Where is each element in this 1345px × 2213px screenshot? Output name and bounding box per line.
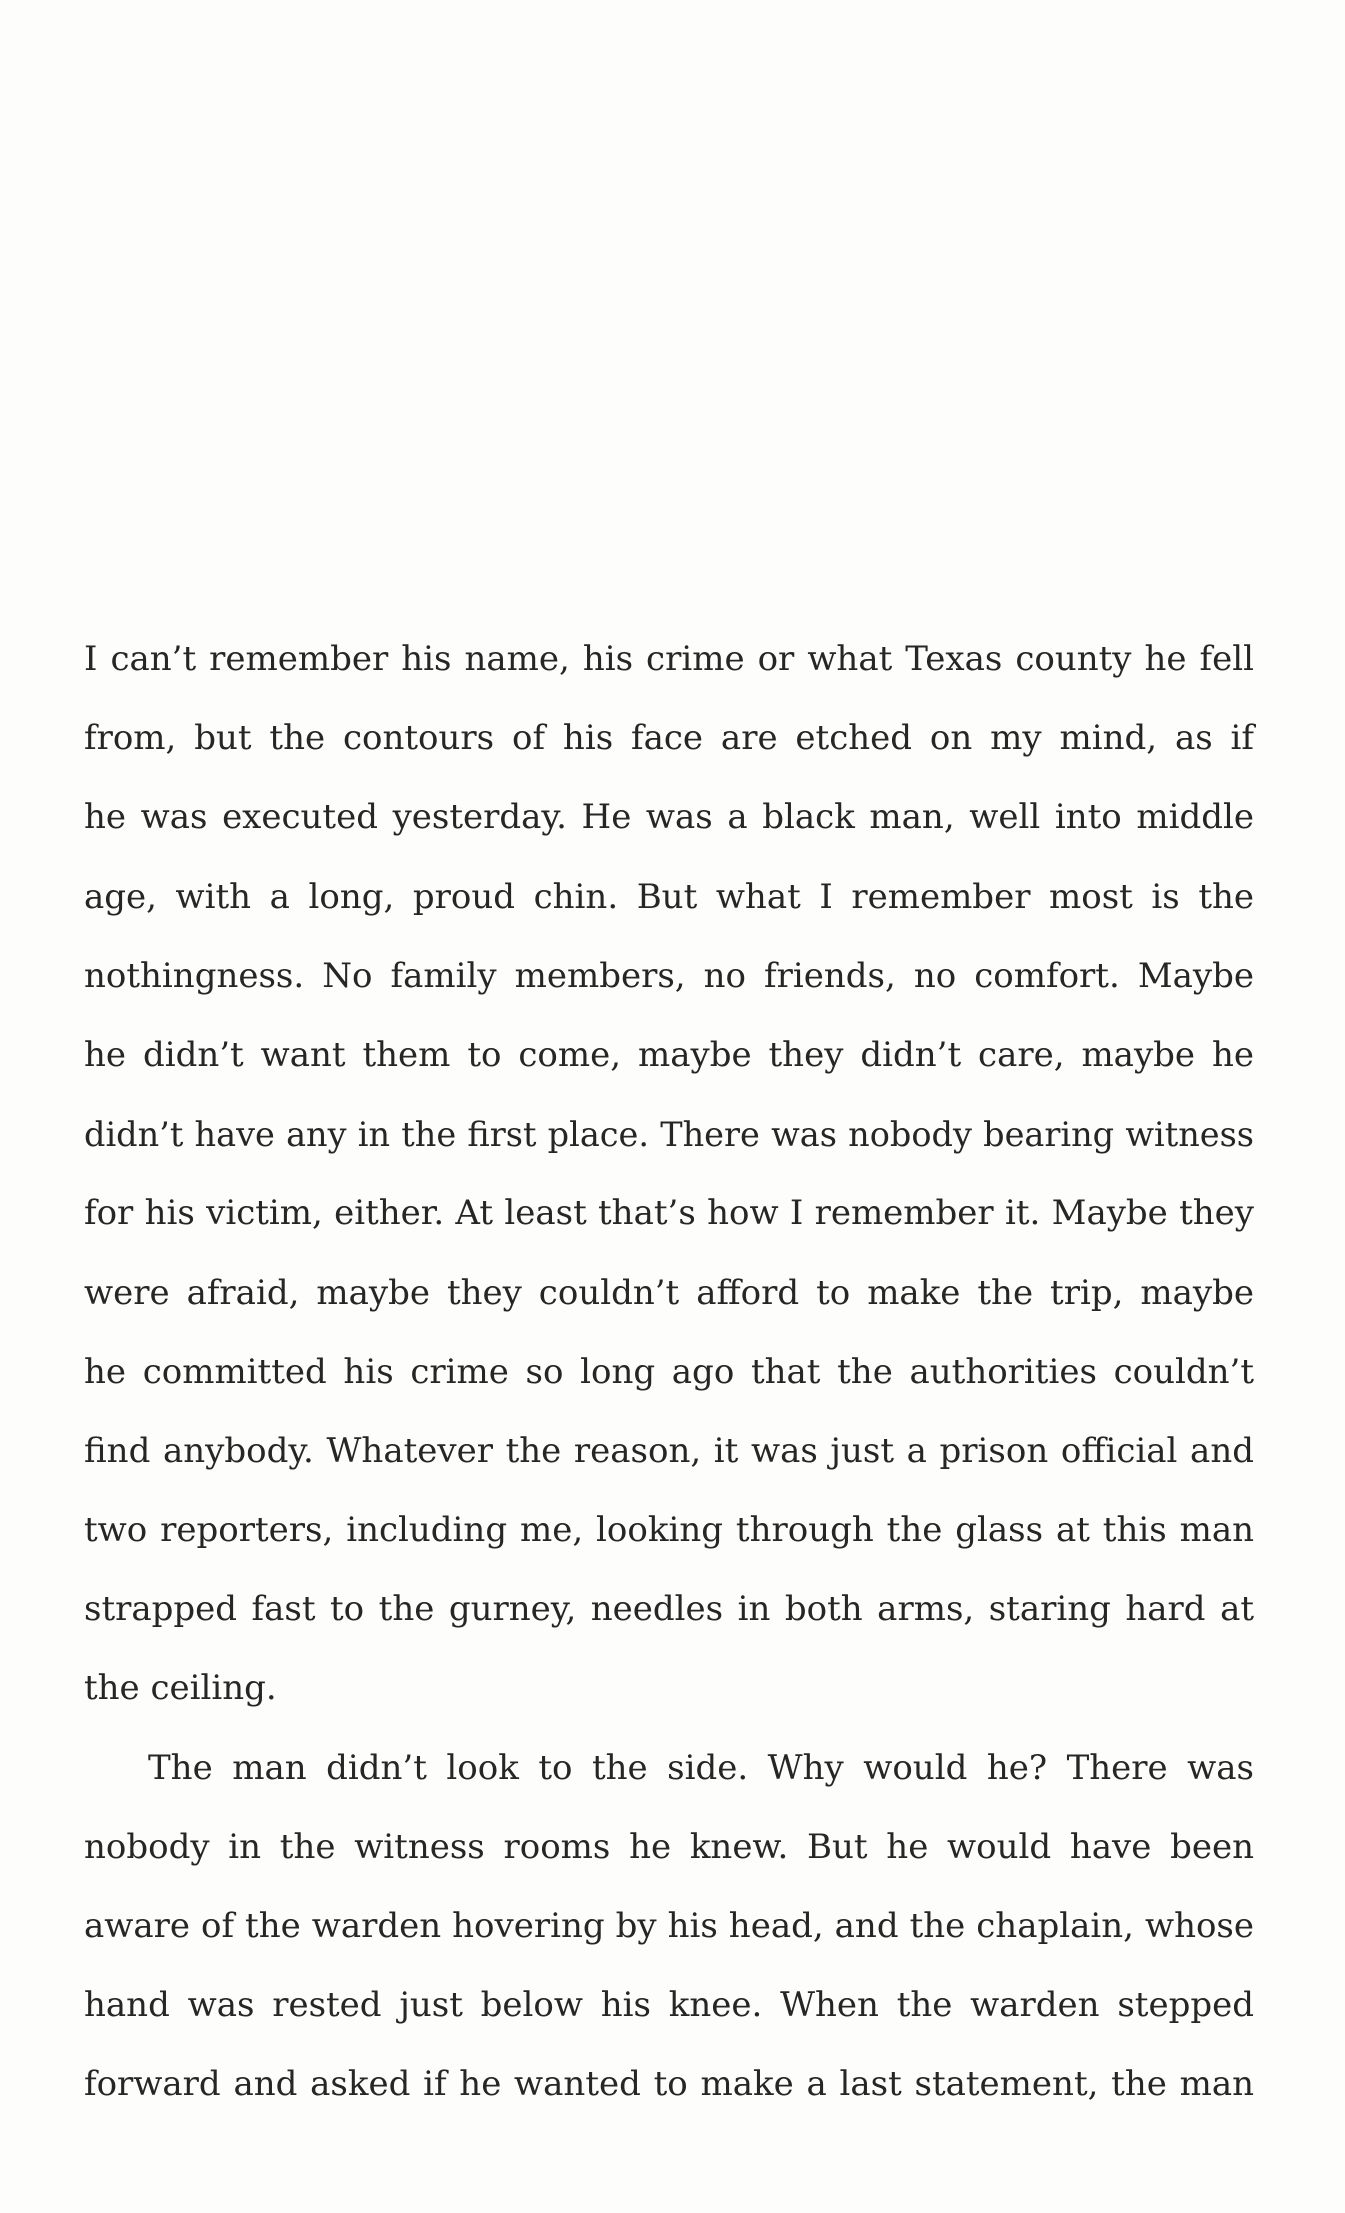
text-line: he was executed yesterday. He was a black man, well into middle <box>84 797 1254 838</box>
text-line: aware of the warden hovering by his head, and the chaplain, whose <box>84 1906 1254 1946</box>
text-line: two reporters, including me, looking through the glass at this man <box>84 1510 1254 1551</box>
text-line: for his victim, either. At least that’s how I remember it. Maybe they <box>84 1193 1254 1234</box>
text-line: find anybody. Whatever the reason, it was just a prison official and <box>84 1430 1254 1471</box>
text-line: he committed his crime so long ago that the authorities couldn’t <box>84 1351 1254 1392</box>
text-line: hand was rested just below his knee. When the warden stepped <box>84 1985 1254 2026</box>
text-line: I can’t remember his name, his crime or what Texas county he fell <box>84 639 1254 679</box>
text-line: the ceiling. <box>84 1668 277 1709</box>
text-line: he didn’t want them to come, maybe they didn’t care, maybe he <box>84 1034 1254 1075</box>
text-line: nobody in the witness rooms he knew. But he would have been <box>84 1826 1254 1867</box>
body-text <box>84 620 1254 2125</box>
text-line: were afraid, maybe they couldn’t afford to make the trip, maybe <box>84 1272 1254 1313</box>
text-line: nothingness. No family members, no friends, no comfort. Maybe <box>84 955 1254 996</box>
text-line: The man didn’t look to the side. Why would he? There was <box>148 1747 1254 1788</box>
text-line: didn’t have any in the first place. There was nobody bearing witness <box>84 1115 1254 1155</box>
text-line: strapped fast to the gurney, needles in both arms, staring hard at <box>84 1589 1254 1630</box>
text-line: from, but the contours of his face are etched on my mind, as if <box>84 718 1254 759</box>
text-line: forward and asked if he wanted to make a last statement, the man <box>84 2064 1254 2105</box>
text-line: age, with a long, proud chin. But what I remember most is the <box>84 876 1254 917</box>
